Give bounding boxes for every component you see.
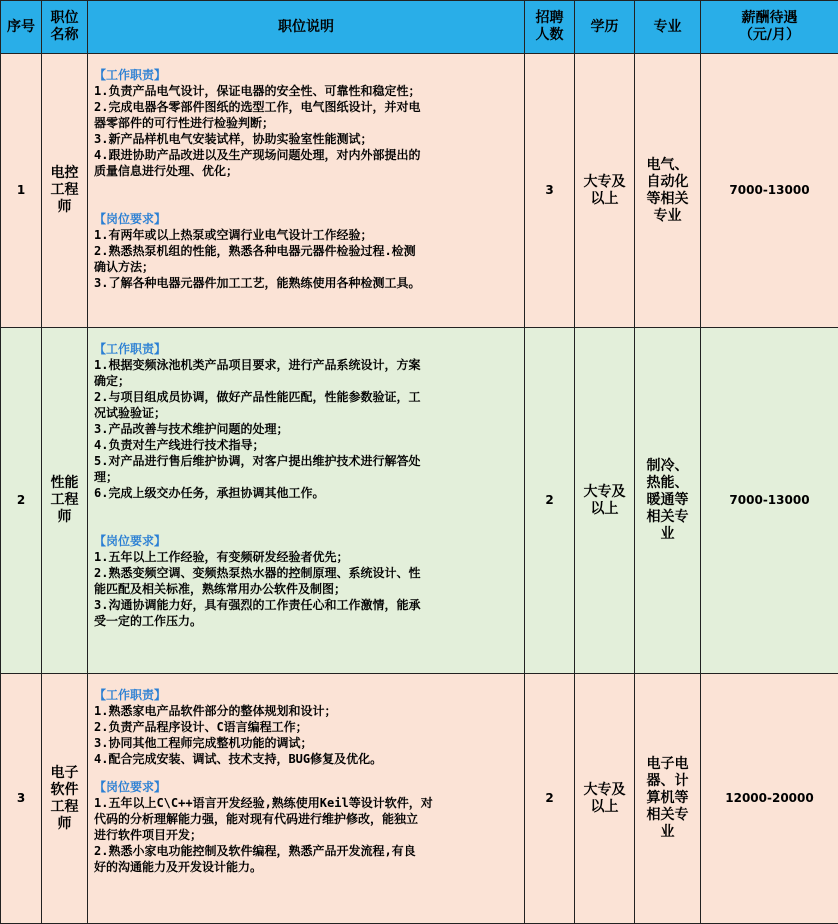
duty-line: 器零部件的可行性进行检验判断； bbox=[94, 115, 518, 131]
education: 大专及 以上 bbox=[575, 54, 635, 328]
header-salary: 薪酬待遇 （元/月） bbox=[701, 1, 838, 54]
job-title: 电控 工程 师 bbox=[42, 54, 88, 328]
table-row bbox=[1, 328, 838, 674]
duties-label: 【工作职责】 bbox=[94, 687, 518, 703]
row-number: 3 bbox=[1, 674, 42, 924]
duty-line: 3.新产品样机电气安装试样，协助实验室性能测试； bbox=[94, 131, 518, 147]
requirement-line: 能匹配及相关标准，熟练常用办公软件及制图； bbox=[94, 581, 518, 597]
requirements-label: 【岗位要求】 bbox=[94, 779, 518, 795]
job-title: 电子 软件 工程 师 bbox=[42, 674, 88, 924]
duty-line: 况试验验证； bbox=[94, 405, 518, 421]
header-desc: 职位说明 bbox=[88, 1, 525, 54]
spacer bbox=[94, 501, 518, 525]
headcount: 2 bbox=[525, 674, 575, 924]
major: 制冷、 热能、 暖通等 相关专 业 bbox=[635, 328, 701, 674]
education: 大专及 以上 bbox=[575, 328, 635, 674]
duty-line: 6.完成上级交办任务，承担协调其他工作。 bbox=[94, 485, 518, 501]
education: 大专及 以上 bbox=[575, 674, 635, 924]
duty-line: 2.完成电器各零部件图纸的选型工作，电气图纸设计，并对电 bbox=[94, 99, 518, 115]
requirement-line: 代码的分析理解能力强，能对现有代码进行维护修改，能独立 bbox=[94, 811, 518, 827]
duty-line: 1.根据变频泳池机类产品项目要求，进行产品系统设计，方案 bbox=[94, 357, 518, 373]
headcount: 3 bbox=[525, 54, 575, 328]
header-count: 招聘 人数 bbox=[525, 1, 575, 54]
duty-line: 1.负责产品电气设计，保证电器的安全性、可靠性和稳定性； bbox=[94, 83, 518, 99]
requirement-line: 1.五年以上工作经验，有变频研发经验者优先； bbox=[94, 549, 518, 565]
requirements-label: 【岗位要求】 bbox=[94, 533, 518, 549]
job-description bbox=[88, 54, 525, 328]
job-description bbox=[88, 328, 525, 674]
duty-line: 4.配合完成安装、调试、技术支持，BUG修复及优化。 bbox=[94, 751, 518, 767]
salary: 12000-20000 bbox=[701, 674, 838, 924]
row-number: 1 bbox=[1, 54, 42, 328]
requirement-line: 受一定的工作压力。 bbox=[94, 613, 518, 629]
spacer bbox=[94, 767, 518, 779]
row-number: 2 bbox=[1, 328, 42, 674]
headcount: 2 bbox=[525, 328, 575, 674]
duties-label: 【工作职责】 bbox=[94, 341, 518, 357]
duties-label: 【工作职责】 bbox=[94, 67, 518, 83]
table-row bbox=[1, 674, 838, 924]
requirement-line: 进行软件项目开发； bbox=[94, 827, 518, 843]
header-title: 职位 名称 bbox=[42, 1, 88, 54]
table-row bbox=[1, 54, 838, 328]
duty-line: 3.协同其他工程师完成整机功能的调试； bbox=[94, 735, 518, 751]
job-description bbox=[88, 674, 525, 924]
header-edu: 学历 bbox=[575, 1, 635, 54]
requirement-line: 好的沟通能力及开发设计能力。 bbox=[94, 859, 518, 875]
duty-line: 理； bbox=[94, 469, 518, 485]
requirement-line: 1.有两年或以上热泵或空调行业电气设计工作经验； bbox=[94, 227, 518, 243]
major: 电子电 器、计 算机等 相关专 业 bbox=[635, 674, 701, 924]
duty-line: 确定； bbox=[94, 373, 518, 389]
duty-line: 2.与项目组成员协调，做好产品性能匹配，性能参数验证，工 bbox=[94, 389, 518, 405]
requirement-line: 2.熟悉小家电功能控制及软件编程，熟悉产品开发流程,有良 bbox=[94, 843, 518, 859]
spacer bbox=[94, 179, 518, 203]
header-major: 专业 bbox=[635, 1, 701, 54]
header-no: 序号 bbox=[1, 1, 42, 54]
header-row bbox=[1, 1, 838, 54]
duty-line: 1.熟悉家电产品软件部分的整体规划和设计； bbox=[94, 703, 518, 719]
requirement-line: 2.熟悉热泵机组的性能，熟悉各种电器元器件检验过程.检测 bbox=[94, 243, 518, 259]
requirement-line: 2.熟悉变频空调、变频热泵热水器的控制原理、系统设计、性 bbox=[94, 565, 518, 581]
requirement-line: 3.了解各种电器元器件加工工艺，能熟练使用各种检测工具。 bbox=[94, 275, 518, 291]
duty-line: 质量信息进行处理、优化； bbox=[94, 163, 518, 179]
duty-line: 3.产品改善与技术维护问题的处理； bbox=[94, 421, 518, 437]
requirement-line: 确认方法； bbox=[94, 259, 518, 275]
requirement-line: 3.沟通协调能力好，具有强烈的工作责任心和工作激情，能承 bbox=[94, 597, 518, 613]
salary: 7000-13000 bbox=[701, 54, 838, 328]
duty-line: 4.跟进协助产品改进以及生产现场问题处理，对内外部提出的 bbox=[94, 147, 518, 163]
duty-line: 2.负责产品程序设计、C语言编程工作； bbox=[94, 719, 518, 735]
salary: 7000-13000 bbox=[701, 328, 838, 674]
major: 电气、 自动化 等相关 专业 bbox=[635, 54, 701, 328]
requirement-line: 1.五年以上C\C++语言开发经验,熟练使用Keil等设计软件，对 bbox=[94, 795, 518, 811]
requirements-label: 【岗位要求】 bbox=[94, 211, 518, 227]
duty-line: 4.负责对生产线进行技术指导； bbox=[94, 437, 518, 453]
duty-line: 5.对产品进行售后维护协调，对客户提出维护技术进行解答处 bbox=[94, 453, 518, 469]
job-title: 性能 工程 师 bbox=[42, 328, 88, 674]
